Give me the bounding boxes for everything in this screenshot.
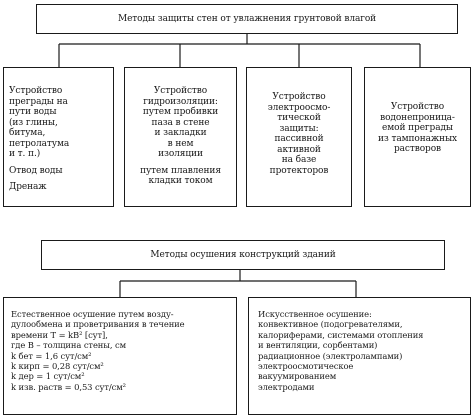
natural-drying-coefficient: k кирп = 0,28 сут/см² (11, 361, 104, 372)
box-text-line: защиты: (279, 123, 319, 134)
box-text-line: водонепроница- (380, 112, 455, 123)
artificial-drying-line: Искусственное осушение: (258, 309, 372, 319)
box-natural-drying (3, 297, 237, 415)
artificial-drying-line: конвективное (подогревателями, (258, 319, 403, 330)
header-drying-methods-text: Методы осушения конструкций зданий (150, 249, 336, 260)
natural-drying-coefficient: k бет = 1,6 сут/см² (11, 350, 92, 361)
box-artificial-drying (248, 297, 471, 415)
header-wall-protection-text: Методы защиты стен от увлажнения грунтовой влагой (117, 13, 377, 24)
box-text-line: емой преграды (382, 123, 453, 133)
box-text-line: и т. п.) (9, 149, 41, 159)
box-text-line: кладки током (148, 176, 213, 186)
box-text-line: на базе (281, 155, 317, 165)
box-text-line: пути воды (9, 107, 57, 117)
box-text-line: пассивной (274, 134, 324, 144)
box-text-line: Устройство (9, 86, 63, 96)
artificial-drying-line: калориферами, системами отопления (258, 329, 424, 340)
box-text-line: петролатума (9, 138, 70, 149)
box-text-line: путем пробивки (142, 107, 219, 117)
box-text-line: Устройство (272, 92, 326, 102)
natural-drying-line: где B – толщина стены, см (11, 340, 126, 351)
box-barrier (3, 67, 114, 207)
box-impermeable (364, 67, 471, 207)
box-text-line: Дренаж (9, 182, 47, 192)
natural-drying-line: дулообмена и проветривания в течение (11, 319, 185, 330)
box-waterproofing (124, 67, 237, 207)
box-text-line: Отвод воды (9, 165, 63, 176)
natural-drying-line: Естественное осушение путем возду- (11, 309, 174, 319)
box-text-line: путем плавления (140, 165, 221, 176)
box-text-line: Устройство (153, 86, 208, 96)
box-text-line: в нем (167, 138, 194, 149)
box-text-line: из тампонажных (377, 133, 457, 144)
natural-drying-formula: времени T = kB² [сут], (11, 329, 108, 340)
box-text-line: электроосмо- (267, 102, 331, 113)
natural-drying-coefficient: k изв. раств = 0,53 сут/см² (11, 381, 126, 392)
box-text-line: гидроизоляции: (143, 96, 218, 107)
artificial-drying-line: электроосмотическое (258, 361, 354, 372)
artificial-drying-line: радиационное (электролампами) (258, 350, 403, 361)
box-text-line: паза в стене (151, 117, 210, 128)
box-text-line: изоляции (158, 149, 203, 159)
box-electroosmotic (246, 67, 352, 207)
header-wall-protection (36, 4, 458, 34)
artificial-drying-line: и вентиляции, сорбентами) (258, 340, 378, 351)
box-text-line: битума, (9, 128, 46, 138)
header-drying-methods (41, 240, 445, 270)
artificial-drying-line: вакуумированием (258, 371, 337, 382)
box-text-line: и закладки (154, 128, 207, 138)
box-text-line: тической (277, 113, 321, 123)
box-text-line: растворов (394, 144, 441, 154)
natural-drying-coefficient: k дер = 1 сут/см² (11, 371, 85, 382)
box-text-line: активной (277, 144, 321, 155)
box-text-line: Устройство (390, 102, 445, 112)
box-text-line: преграды на (9, 96, 68, 107)
box-text-line: (из глины, (9, 117, 58, 128)
box-text-line: протекторов (269, 165, 329, 176)
artificial-drying-line: электродами (258, 381, 315, 392)
